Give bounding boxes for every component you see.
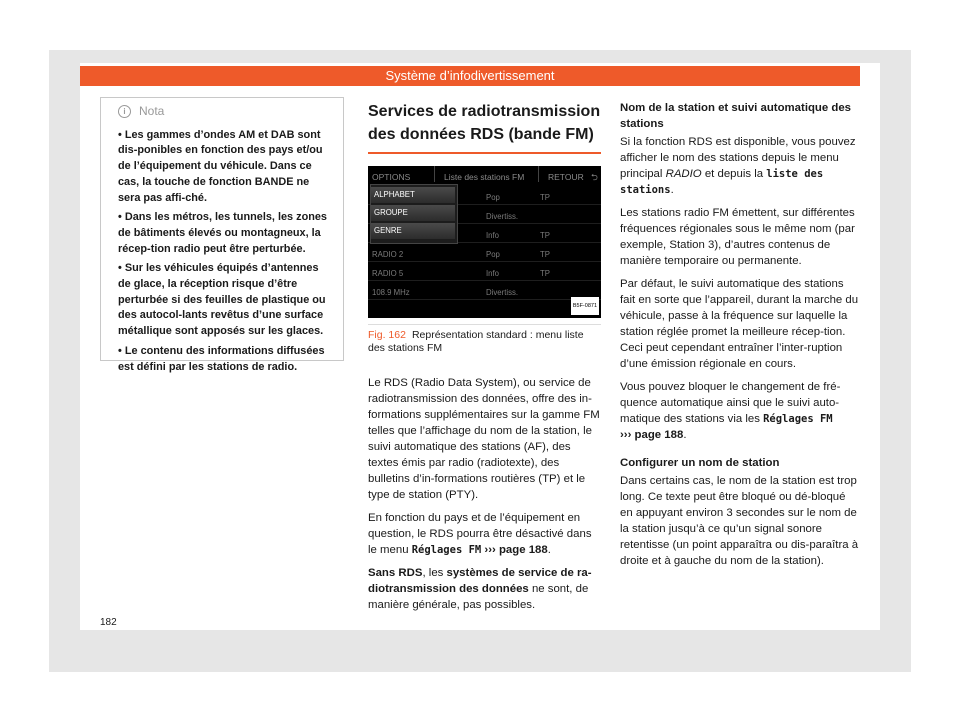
menu-item-alphabet: ALPHABET: [371, 187, 455, 203]
paragraph: Si la fonction RDS est disponible, vous pouvez afficher le nom des stations depuis le menu principal RADIO et depuis la liste des stations.: [620, 136, 856, 196]
paragraph: En fonction du pays et de l’équipement en question, le RDS pourra être désactivé dans le menu Réglages FM ››› page 188.: [368, 512, 592, 556]
subheading: Configurer un nom de station: [620, 457, 780, 469]
paragraph: Vous pouvez bloquer le changement de fré-quence automatique ainsi que le suivi auto-matique des stations via les Réglages FM ››› page 188.: [620, 381, 841, 441]
paragraph: Par défaut, le suivi automatique des stations fait en sorte que l’appareil, durant la marche du véhicule, passe à la fréquence sur laquelle la station réglée promet la meilleure récep-tion. Ceci peut cependant entraîner l’inter-ruption d’une émission régionale en cours.: [620, 278, 859, 370]
station-row: Divertiss.: [368, 205, 601, 224]
section-title: Services de radiotransmission des données RDS (bande FM): [368, 103, 601, 143]
back-arrow-icon: ⮌: [591, 172, 598, 182]
title-rule: [368, 152, 601, 154]
paragraph: Les stations radio FM émettent, sur différentes fréquences régionales sous le même nom (par exemple, Station 3), d’autres contenus de manière temporaire ou permanente.: [620, 207, 855, 267]
subheading: Nom de la station et suivi automatique des stations: [620, 102, 852, 130]
menu-item-groupe: GROUPE: [371, 205, 455, 221]
note-header: [118, 104, 333, 120]
station-row: Info TP: [368, 224, 601, 243]
menu-reference: Réglages FM: [763, 413, 833, 425]
page-number: 182: [100, 617, 117, 628]
menu-reference: Réglages FM: [411, 544, 482, 556]
station-row: RADIO 2 Pop TP: [368, 243, 601, 262]
page-link[interactable]: ››› page 188: [620, 429, 684, 441]
note-item: • Dans les métros, les tunnels, les zones de bâtiments élevés ou montagneux, la récep-tion radio peut être perturbée.: [118, 211, 327, 255]
figure-caption: [368, 324, 601, 355]
note-item: • Sur les véhicules équipés d’antennes de glace, la réception risque d’être perturbée si des feuilles de plastique ou des autocol-lants revêtus d’une surface métallique sont apposés sur les glaces.: [118, 262, 326, 338]
note-box: [100, 97, 344, 373]
info-icon: i: [118, 105, 131, 118]
menu-item-genre: GENRE: [371, 223, 455, 239]
paragraph: Dans certains cas, le nom de la station est trop long. Ce texte peut être bloqué ou dé-bloqué en appuyant environ 3 secondes sur le nom de la station jusqu’à ce qu’un signal sonore retentisse (un point apparaîtra ou dis-paraîtra à droite et à gauche du nom de la station).: [620, 475, 859, 567]
station-row: 108.9 MHz Divertiss.: [368, 281, 601, 300]
page-link[interactable]: ››› page 188: [481, 544, 548, 556]
screen-tab-back: RETOUR: [548, 172, 584, 182]
options-menu: [370, 184, 458, 244]
screen-tab-station-list: Liste des stations FM: [444, 172, 525, 182]
tab-divider: [538, 166, 539, 182]
station-row: Pop TP: [368, 186, 601, 205]
paragraph: Le RDS (Radio Data System), ou service de radiotransmission des données, offre des in-formations supplémentaires sur la gamme FM telles que l’affichage du nom de la station, le suivi automatique des stations (AF), des textes émis par radio (radiotexte), des bulletins d’in-formations routières (TP) et le type de station (PTY).: [368, 377, 600, 501]
tab-divider: [434, 166, 435, 182]
screen-tab-options: OPTIONS: [372, 172, 411, 182]
menu-reference: liste des stations: [620, 168, 824, 196]
fm-station-list-screenshot: [368, 166, 601, 318]
figure-label: Fig. 162: [368, 329, 406, 341]
note-item: • Les gammes d’ondes AM et DAB sont dis-ponibles en fonction des pays et/ou de l’équipement du véhicule. Dans ce cas, la touche de fonction BANDE ne sera pas affi-ché.: [118, 128, 323, 204]
paragraph: Sans RDS, les systèmes de service de ra-diotransmission des données ne sont, de manière générale, pas possibles.: [368, 567, 592, 611]
note-title: Nota: [139, 104, 165, 118]
note-item: • Le contenu des informations diffusées est défini par les stations de radio.: [118, 344, 325, 373]
middle-column: [368, 100, 601, 620]
figure-code: B5F-0871: [571, 297, 599, 315]
station-row: RADIO 5 Info TP: [368, 262, 601, 281]
figure-caption-text: Représentation standard : menu liste des stations FM: [368, 329, 584, 354]
right-column: [620, 100, 860, 576]
chapter-header: Système d’infodivertissement: [80, 66, 860, 86]
